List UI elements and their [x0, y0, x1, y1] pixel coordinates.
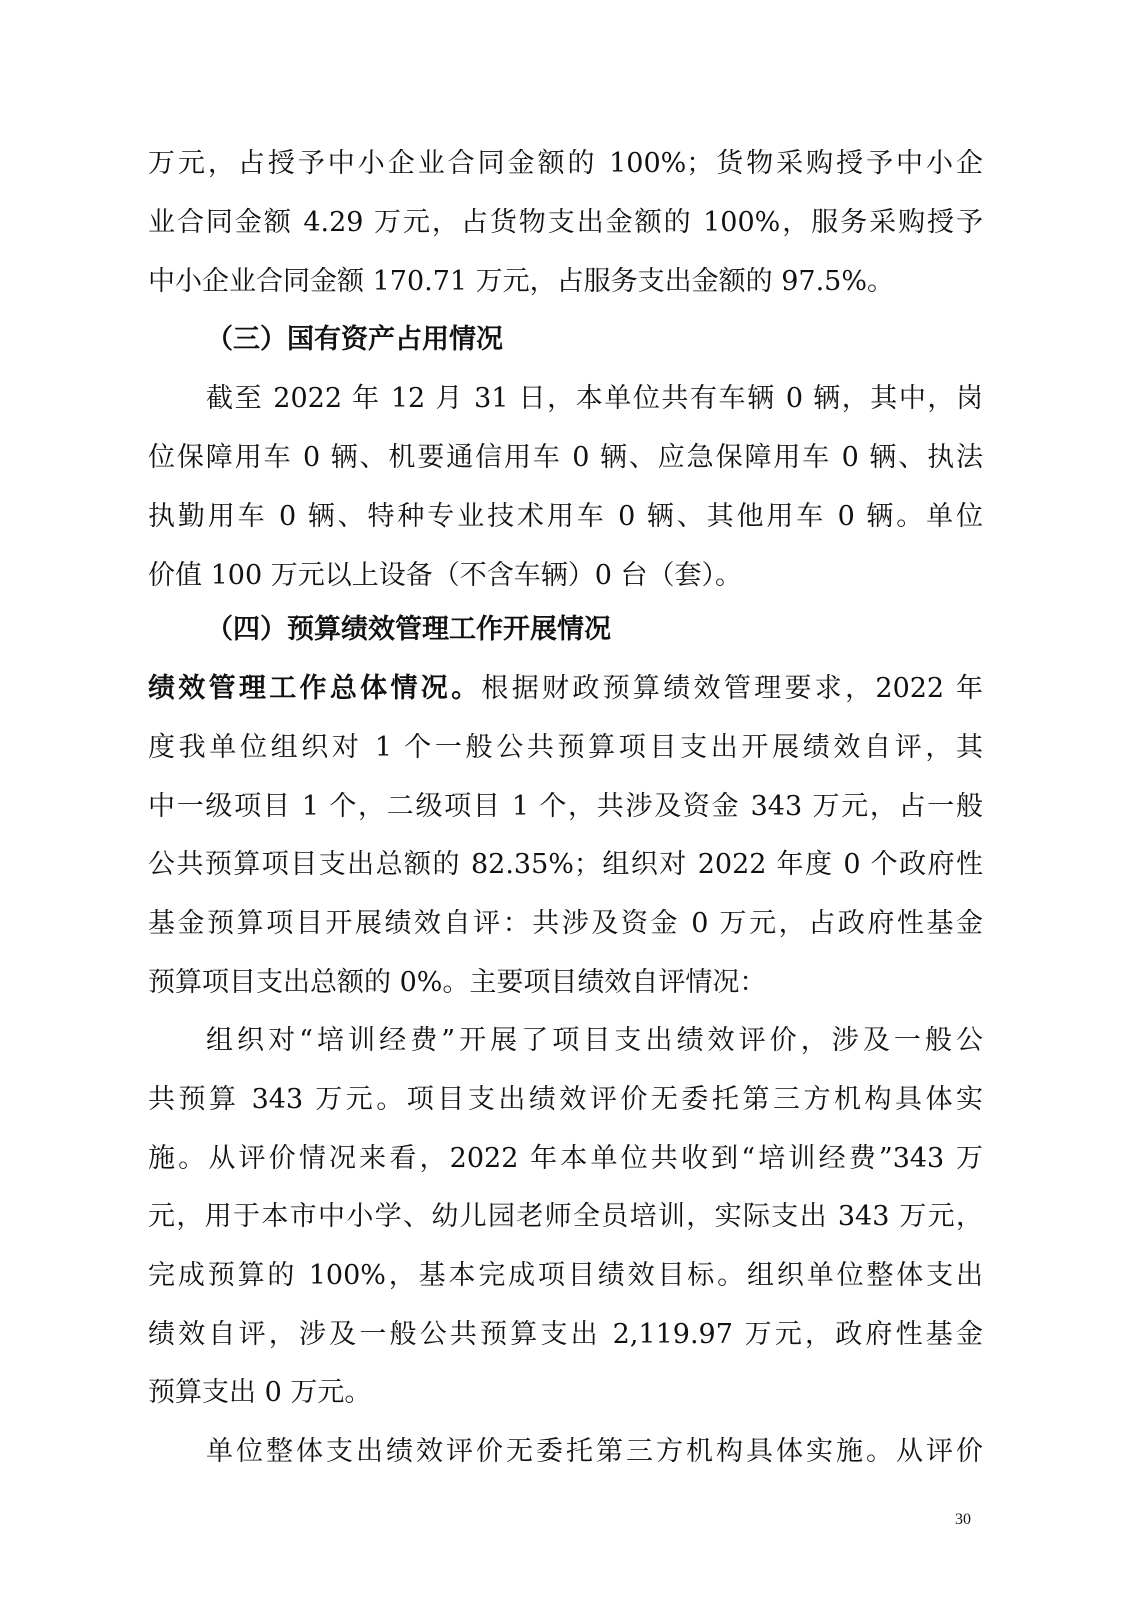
paragraph-line: 执勤用车 0 辆、特种专业技术用车 0 辆、其他用车 0 辆。单位 — [148, 501, 983, 532]
paragraph-line: 度我单位组织对 1 个一般公共预算项目支出开展绩效自评，其 — [148, 732, 983, 763]
paragraph-line: 中一级项目 1 个，二级项目 1 个，共涉及资金 343 万元，占一般 — [148, 791, 983, 822]
paragraph-line: 位保障用车 0 辆、机要通信用车 0 辆、应急保障用车 0 辆、执法 — [148, 442, 983, 473]
paragraph-line: 施。从评价情况来看，2022 年本单位共收到“培训经费”343 万 — [148, 1143, 983, 1174]
paragraph-line: 共预算 343 万元。项目支出绩效评价无委托第三方机构具体实 — [148, 1084, 983, 1115]
lead-bold-text: 绩效管理工作总体情况。 — [148, 673, 482, 704]
paragraph-line: 预算项目支出总额的 0%。主要项目绩效自评情况： — [148, 967, 767, 998]
paragraph-line: 万元，占授予中小企业合同金额的 100%；货物采购授予中小企 — [148, 148, 983, 179]
page-number: 30 — [955, 1511, 971, 1528]
section-heading-assets: （三）国有资产占用情况 — [206, 324, 503, 355]
paragraph-line-lead — [148, 669, 983, 709]
paragraph-line: 预算支出 0 万元。 — [148, 1377, 372, 1408]
paragraph-line: 截至 2022 年 12 月 31 日，本单位共有车辆 0 辆，其中，岗 — [206, 383, 983, 414]
paragraph-line: 中小企业合同金额 170.71 万元，占服务支出金额的 97.5%。 — [148, 266, 894, 297]
paragraph-line: 组织对“培训经费”开展了项目支出绩效评价，涉及一般公 — [206, 1025, 983, 1056]
paragraph-line: 完成预算的 100%，基本完成项目绩效目标。组织单位整体支出 — [148, 1260, 983, 1291]
paragraph-line: 单位整体支出绩效评价无委托第三方机构具体实施。从评价 — [206, 1436, 983, 1467]
paragraph-line: 绩效自评，涉及一般公共预算支出 2,119.97 万元，政府性基金 — [148, 1319, 983, 1350]
paragraph-line: 元，用于本市中小学、幼儿园老师全员培训，实际支出 343 万元， — [148, 1201, 983, 1232]
paragraph-line: 业合同金额 4.29 万元，占货物支出金额的 100%，服务采购授予 — [148, 207, 983, 238]
paragraph-line: 公共预算项目支出总额的 82.35%；组织对 2022 年度 0 个政府性 — [148, 849, 983, 880]
paragraph-line: 价值 100 万元以上设备（不含车辆）0 台（套）。 — [148, 560, 742, 591]
paragraph-line: 基金预算项目开展绩效自评：共涉及资金 0 万元，占政府性基金 — [148, 908, 983, 939]
section-heading-performance: （四）预算绩效管理工作开展情况 — [206, 614, 611, 645]
lead-text: 根据财政预算绩效管理要求，2022 年 — [481, 673, 983, 704]
